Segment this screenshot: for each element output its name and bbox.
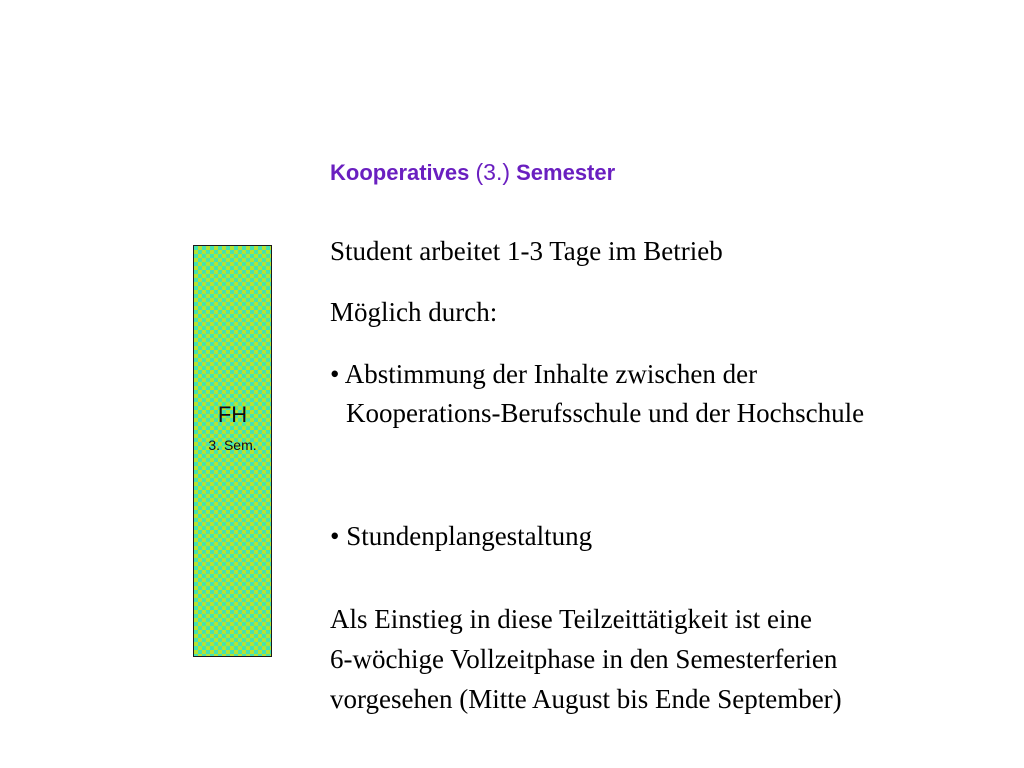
bullet-coordination-line2: Kooperations-Berufsschule und der Hochschule — [346, 398, 865, 428]
closing-line-1: Als Einstieg in diese Teilzeittätigkeit ist eine — [330, 604, 813, 634]
semester-label: 3. Sem. — [208, 437, 257, 453]
slide-title-part2: Semester — [510, 160, 616, 185]
fh-semester-bar — [193, 245, 272, 657]
slide-title-part1: Kooperatives — [330, 160, 476, 185]
work-days-text: Student arbeitet 1-3 Tage im Betrieb — [330, 236, 723, 266]
bullet-coordination-line1: • Abstimmung der Inhalte zwischen der — [330, 359, 758, 389]
slide-title — [330, 159, 615, 186]
possible-through-heading: Möglich durch: — [330, 297, 498, 327]
bullet-timetable: • Stundenplangestaltung — [330, 521, 593, 551]
closing-line-2: 6-wöchige Vollzeitphase in den Semesterferien — [330, 644, 838, 674]
fh-label: FH — [217, 402, 248, 427]
closing-line-3: vorgesehen (Mitte August bis Ende September) — [330, 684, 842, 714]
slide-title-semester-number: (3.) — [475, 159, 510, 185]
